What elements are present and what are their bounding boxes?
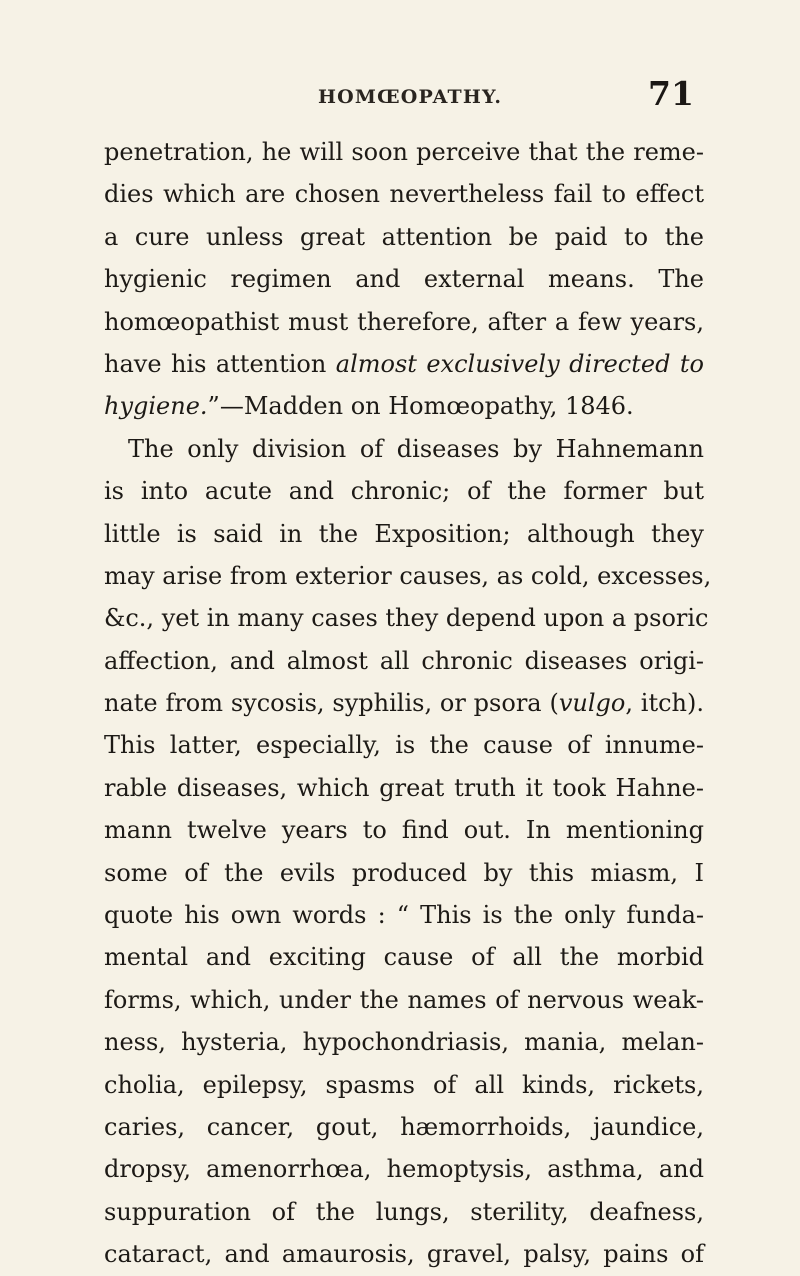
- text-line: dropsy, amenorrhœa, hemoptysis, asthma, and: [104, 1155, 704, 1184]
- text-line: ness, hysteria, hypochondriasis, mania, melan-: [104, 1028, 704, 1057]
- text-line: hygiene.”—Madden on Homœopathy, 1846.: [104, 392, 634, 421]
- running-head: [0, 74, 800, 113]
- text-line: mental and exciting cause of all the morbid: [104, 943, 704, 972]
- page-number: 71: [648, 74, 694, 113]
- text-line: &c., yet in many cases they depend upon a psoric: [104, 604, 709, 633]
- text-line: cholia, epilepsy, spasms of all kinds, rickets,: [104, 1070, 704, 1099]
- text-line: hygienic regimen and external means. The: [104, 265, 704, 294]
- paragraph-start-line: The only division of diseases by Hahnemann: [128, 434, 704, 463]
- italic-word: hygiene.: [104, 392, 208, 421]
- text-line: homœopathist must therefore, after a few years,: [104, 307, 704, 336]
- body-text: [104, 131, 712, 1276]
- text-line: a cure unless great attention be paid to the: [104, 222, 704, 251]
- italic-word: vulgo: [558, 689, 626, 718]
- text-line: nate from sycosis, syphilis, or psora (vulgo, itch).: [104, 689, 705, 718]
- text-line: mann twelve years to find out. In mentioning: [104, 816, 704, 845]
- running-title: HOMŒOPATHY.: [318, 86, 503, 108]
- text-line: affection, and almost all chronic diseases origi-: [104, 646, 704, 675]
- italic-phrase: almost exclusively directed to: [335, 349, 704, 378]
- text-line: suppuration of the lungs, sterility, deafness,: [104, 1197, 704, 1226]
- text-line: rable diseases, which great truth it took Hahne-: [104, 773, 704, 802]
- text-line: forms, which, under the names of nervous weak-: [104, 985, 704, 1014]
- text-line: little is said in the Exposition; although they: [104, 519, 704, 548]
- text-line: caries, cancer, gout, hæmorrhoids, jaundice,: [104, 1112, 704, 1141]
- text-line: is into acute and chronic; of the former but: [104, 477, 704, 506]
- text-line: This latter, especially, is the cause of innume-: [104, 731, 704, 760]
- text-line: cataract, and amaurosis, gravel, palsy, pains of: [104, 1240, 704, 1269]
- text-line: dies which are chosen nevertheless fail to effect: [104, 180, 704, 209]
- text-line: penetration, he will soon perceive that the reme-: [104, 138, 704, 166]
- text-line: may arise from exterior causes, as cold, excesses,: [104, 561, 712, 590]
- text-line: have his attention almost exclusively directed to: [104, 349, 704, 378]
- text-line: some of the evils produced by this miasm, I: [104, 858, 704, 887]
- text-line: quote his own words : “ This is the only funda-: [104, 901, 704, 930]
